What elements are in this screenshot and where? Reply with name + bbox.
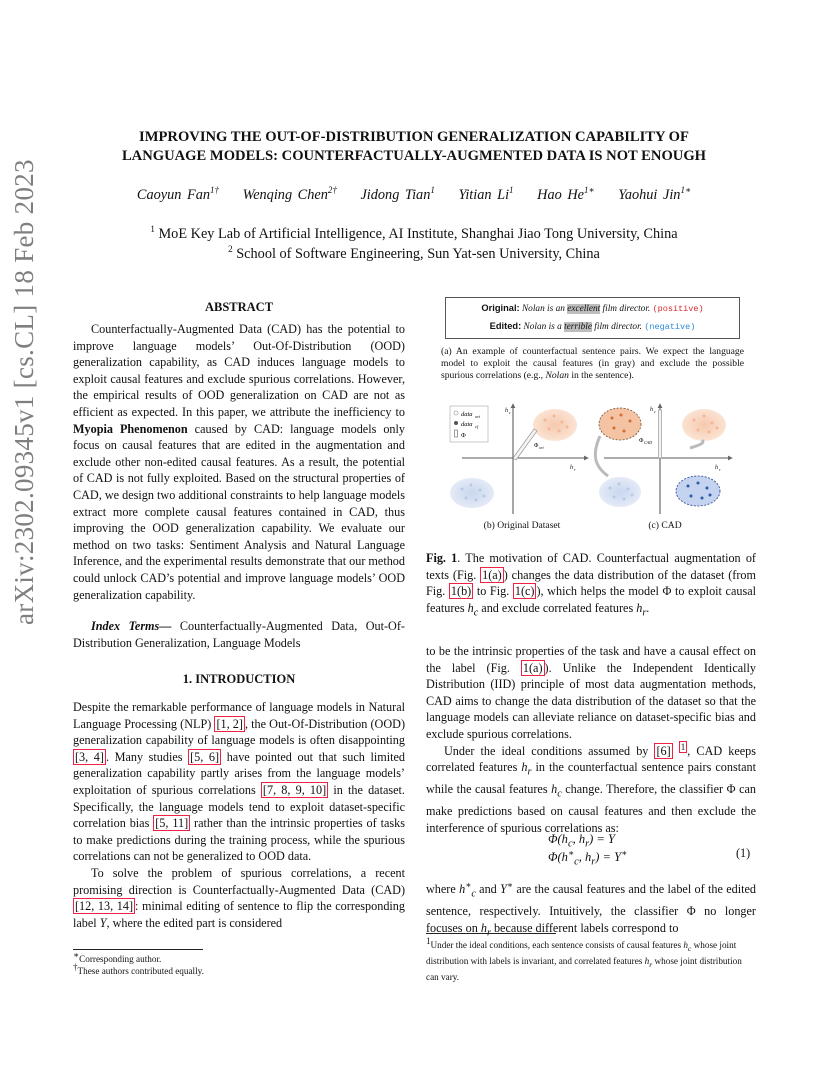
svg-text:ori: ori	[539, 445, 544, 450]
author: Wenqing Chen$^{2\dagger}$	[242, 185, 337, 203]
abstract-heading: ABSTRACT	[204, 300, 274, 314]
footnotes-left	[73, 949, 405, 977]
orange-cluster-c	[599, 408, 641, 440]
svg-text:Φ: Φ	[534, 443, 539, 449]
footnote-1: $^1$Under the ideal conditions, each sentence consists of causal features $h_c$ whose joint distribution with labels is invariant, and correlated features $h_r$ whose joint distribution can vary.	[426, 935, 742, 982]
original-sentence: Original: Nolan is an excellent film director. (positive)	[481, 303, 704, 314]
svg-text:CAD: CAD	[644, 440, 652, 445]
title-line-1: IMPROVING THE OUT-OF-DISTRIBUTION GENERALIZATION CAPABILITY OF	[139, 129, 689, 145]
citation-link[interactable]: [5, 11]	[155, 816, 189, 831]
arxiv-identifier: arXiv:2302.09345v1 [cs.CL] 18 Feb 2023	[9, 159, 39, 625]
figure-link[interactable]: 1(a)	[522, 660, 543, 675]
svg-text:Φ: Φ	[639, 438, 644, 444]
svg-text:h: h	[650, 407, 653, 413]
author: Yitian Li$^1$	[458, 185, 514, 203]
legend	[450, 406, 488, 442]
footnote-corresponding: ∗Corresponding author.	[73, 949, 162, 964]
svg-text:h: h	[570, 465, 573, 471]
orange-cluster-b	[533, 409, 577, 441]
author: Jidong Tian$^1$	[360, 185, 435, 203]
author: Hao $He^{1∗}$	[537, 185, 595, 203]
citation-link[interactable]: [12, 13, 14]	[75, 899, 134, 914]
phi-cad-arrow	[639, 410, 662, 458]
figure-link[interactable]: 1(c)	[514, 584, 535, 599]
citation-link[interactable]: [6]	[656, 743, 671, 758]
affiliation-2: $^2$ School of Software Engineering, Sun Yat-sen University, China	[228, 244, 600, 262]
blue-cluster-b	[450, 478, 494, 508]
svg-text:Φ: Φ	[461, 432, 466, 439]
right-body-text-2: where $h^∗_c$ and Y∗ are the causal features and the label of the edited sentence, respectively. Intuitively, the classifier Φ no longer focuses on $h_r$ because different labels correspond to	[426, 879, 756, 939]
footnote-equal: †These authors contributed equally.	[73, 961, 204, 976]
author: Caoyun Fan$^{1\dagger}$	[136, 185, 220, 203]
blue-cluster-c-left	[599, 477, 641, 507]
svg-text:r: r	[574, 467, 576, 472]
figure-1-caption: Fig. 1. The motivation of CAD. Counterfactual augmentation of texts (Fig. 1(a) ) changes the data distribution of the dataset (from Fig. 1(b) to Fig. 1(c) ), which helps the model Φ to exploit causal features $h_c$ and exclude correlated features $h_r$.	[426, 551, 757, 619]
orange-cluster-c-right	[682, 409, 726, 441]
abstract-body: Counterfactually-Augmented Data (CAD) has the potential to improve language models’ Out-Of-Distribution (OOD) generalization capability, as CAD induces language models to exploit causal features and exclude spurious correlations. However, the empirical results of OOD generalization on CAD are not as efficient as expected. In this paper, we attribute the inefficiency to Myopia Phenomenon caused by CAD: language models only focus on causal features that are edited in the augmentation and exclude other non-edited causal features. As a result, the potential of CAD is not fully exploited. Based on the structural properties of CAD, we design two additional constraints to help language models extract more complete causal features contained in CAD, thus improving the OOD generalization capability. We evaluate our method on two tasks: Sentiment Analysis and Natural Language Inference, and the experimental results demonstrate that our method could unlock CAD’s potential and improve language models’ OOD generalization capability.	[73, 322, 405, 602]
footnote-rule-right	[426, 933, 556, 934]
figure-1a-caption: (a) An example of counterfactual sentence pairs. We expect the language model to exploit the causal features (in gray) and exclude the possible spurious correlations (e.g., Nolan in the sentence).	[441, 346, 744, 382]
right-body-text: to be the intrinsic properties of the task and have a causal effect on the label (Fig. 1(a) ). Unlike the Independent Identically Distribution (IID) principle of most data augmentation methods, CAD aims to change the data distribution of the dataset so that the language models can alleviate reliance on dataset-specific bias and exclude spurious correlations. Under the ideal conditions assumed by [6] $^1$ , CAD keeps correlated features $h_r$ in the counterfactual sentence pairs constant while the causal features $h_c$ change. Therefore, the classifier Φ can make predictions based on causal features and then exclude the interference of spurious correlations as:	[426, 644, 756, 835]
svg-text:c: c	[509, 410, 511, 415]
figure-1-diagram	[442, 396, 746, 518]
edited-sentence: Edited: Nolan is a terrible film director. (negative)	[489, 321, 696, 332]
citation-link[interactable]: [5, 6]	[190, 749, 220, 764]
svg-text:h: h	[505, 408, 508, 414]
svg-text:c: c	[654, 409, 656, 414]
introduction-heading: 1. INTRODUCTION	[182, 672, 296, 686]
figure-1b-caption: (b) Original Dataset	[483, 520, 561, 531]
figure-1c-caption: (c) CAD	[648, 520, 682, 531]
footnote-link[interactable]: 1	[680, 741, 686, 752]
svg-text:data: data	[461, 411, 473, 418]
figure-link[interactable]: 1(a)	[482, 567, 502, 582]
citation-link[interactable]: [7, 8, 9, 10]	[262, 782, 327, 797]
author-list	[70, 187, 758, 204]
citation-link[interactable]: [1, 2]	[216, 716, 243, 731]
svg-text:r: r	[719, 467, 721, 472]
author: Yaohui Jin$^{1∗}$	[618, 185, 692, 203]
index-terms: Index Terms— Counterfactually-Augmented Data, Out-Of-Distribution Generalization, Language Models	[73, 619, 405, 650]
title-line-2: LANGUAGE MODELS: COUNTERFACTUALLY-AUGMENTED DATA IS NOT ENOUGH	[121, 148, 707, 164]
counterfactual-example-box	[445, 297, 740, 339]
footnote-rule	[73, 949, 203, 950]
equation-line-2: $\Phi(h^∗_c$, $h_r) = Y^∗$	[548, 847, 628, 867]
equation-number: (1)	[736, 846, 751, 860]
blue-cluster-c	[676, 476, 720, 506]
equation-1	[548, 832, 627, 867]
paper-title	[70, 128, 758, 166]
affiliation-1: $^1$ MoE Key Lab of Artificial Intelligence, AI Institute, Shanghai Jiao Tong University, China	[150, 224, 678, 242]
svg-text:h: h	[715, 465, 718, 471]
affiliations	[70, 224, 758, 264]
citation-link[interactable]: [3, 4]	[75, 749, 104, 764]
svg-text:ori: ori	[475, 414, 481, 419]
equation-line-1: $\Phi(h_c$, $h_r) = Y$	[548, 832, 615, 850]
introduction-body: Despite the remarkable performance of language models in Natural Language Processing (NLP) [1, 2] , the Out-Of-Distribution (OOD) generalization capability of language models is often disappointing [3, 4] . Many studies [5, 6] have pointed out that such limited generalization capability partly arises from the language models’ exploitation of spurious correlations [7, 8, 9, 10] in the dataset. Specifically, the language models tend to exploit dataset-specific correlation bias [5, 11] rather than the intrinsic properties of tasks to make predictions during the training process, while the spurious correlations can not be generalized to OOD data. To solve the problem of spurious correlations, a recent promising direction is Counterfactually-Augmented Data (CAD) [12, 13, 14] : minimal editing of sentence to flip the corresponding label Y, where the edited part is considered	[73, 700, 406, 930]
svg-text:data: data	[461, 421, 473, 428]
svg-text:cf: cf	[475, 424, 479, 429]
figure-link[interactable]: 1(b)	[450, 584, 472, 599]
